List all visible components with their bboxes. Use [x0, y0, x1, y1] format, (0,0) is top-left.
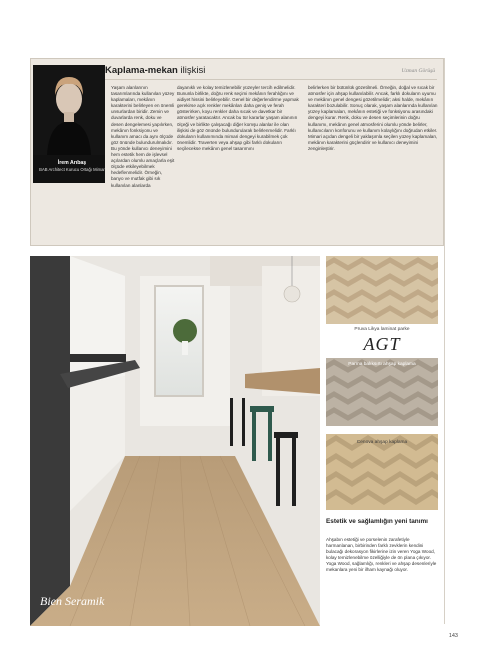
- swatch3-label: Cenova ahşap kaplama: [356, 440, 408, 445]
- photo-brand-caption: Bien Seramik: [40, 594, 105, 608]
- sidebar-title: Estetik ve sağlamlığın yeni tanımı: [326, 518, 428, 525]
- article-title-rest: ilişkisi: [177, 65, 206, 76]
- swatch-chevron-warm: [326, 434, 438, 510]
- swatch-chevron-light: [326, 256, 438, 324]
- article-column-3-text: belirlerken bir bütünlük gözetilmeli. Örneğin, doğal ve sıcak bir atmosfer için ahşap kullanılabilir. Ancak, farklı dokuların uyumu ve mekânın genel dengesi gözetilmelidir; aksi halde, mekânın karakteri bozulabilir. Sonuç olarak, yaşam alanlarında kullanılan yüzey kaplamaları, mekânın estetiği ve fonksiyonu arasındaki dengeyi kurar. Renk, doku ve desen seçimlerinin doğru kullanımı, mekânın genel atmosferini olumlu yönde belirler, kullanıcıların konforunu ve kullanım kolaylığını doğrudan etkiler. Mimari açıdan dengeli bir yaklaşımla seçilen yüzey kaplamaları, mekânın karakterini güçlendirir ve kullanıcı deneyimini zenginleştirir.: [308, 85, 438, 151]
- expert-opinion-box: [30, 58, 444, 246]
- article-column-1-body: Yaşam alanlarının tasarımlarında kullanılan yüzey kaplamaları, mekânın karakterini belirleyen en önemli unsurlardan biridir. Zemin ve duvarlarda renk, doku ve desen dengelemesi yapılırken, mekânın fonksiyonu ve kullanım amacı da aynı ölçüde göz önünde bulundurulmalıdır. Bu yönde kullanıcı deneyimini hem estetik hem de işlevsel açılardan olumlu amaçlarla eşit ölçüde etkileyebilmek hedeflenmelidir. Örneğin, banyo ve mutfak gibi sık kullanılan alanlarda: [111, 85, 175, 188]
- article-column-1-text: [37, 85, 175, 201]
- page-frame-line: [444, 58, 445, 624]
- swatch1-label: Pruva Likya laminat parke: [354, 327, 410, 332]
- page-number: 143: [448, 633, 458, 639]
- kitchen-illustration: [30, 256, 320, 626]
- chevron-warm-swatch: [326, 434, 438, 510]
- portrait-wrap-spacer: [37, 85, 111, 201]
- swatch-chevron-grey: [326, 358, 438, 426]
- article-kicker: Uzman Görüşü: [401, 68, 435, 74]
- chevron-parquet-swatch: [326, 256, 438, 324]
- sidebar-body: Ahşabın estetiği ve porselenin zarafetiyle harmanlanan, birbirinden farklı zevklerin kendini bulacağı dekorasyon fikirlerine izin veren Yoga Wood, kolay temizlenebilme özelliğiyle de ön plana çıkıyor. Yoga Wood, sağlamlığı, renkleri ve ahşap desenleriyle mekanlara yeni bir ilham kaynağı oluyor.: [326, 537, 437, 573]
- article-column-2-text: dayanıklı ve kolay temizlenebilir yüzeyler tercih edilmelidir. Bununla birlikte, doğru renk seçimi mekânın ferahlığını ve aidiyet hissini belirleyebilir. Genel bir değerlendirme yapmak gerekirse açık renkler mekânları daha geniş ve ferah gösterirken, koyu renkler daha sıcak ve davetkar bir atmosfer yaratacaktır. Ancak bu tür kararlar yaşam alanının ölçeği ve birlikte çalışacağı diğer komşu alanlar ile olan ilişkisi de göz önünde bulundurularak belirlenmelidir. Farklı dokuların kullanımında mimari dengeyi kurabilmek çok önemlidir. Traverten veya ahşap gibi farklı dokuların seçilecekse mekânın genel tasarımını: [177, 85, 299, 151]
- author-name: İrem Arıbaş: [57, 160, 87, 166]
- article-title-bold: Kaplama-mekan: [105, 65, 178, 76]
- herringbone-grey-swatch: [326, 358, 438, 426]
- article-title: [105, 65, 205, 76]
- author-caption: BAB Architect Kurucu Ortağı Mimar: [39, 167, 105, 172]
- swatch2-label: Parma balıksırtı ahşap kaplama: [348, 362, 416, 367]
- title-divider: [105, 79, 437, 80]
- kitchen-photo: [30, 256, 320, 626]
- brand-logo: AGT: [363, 334, 401, 354]
